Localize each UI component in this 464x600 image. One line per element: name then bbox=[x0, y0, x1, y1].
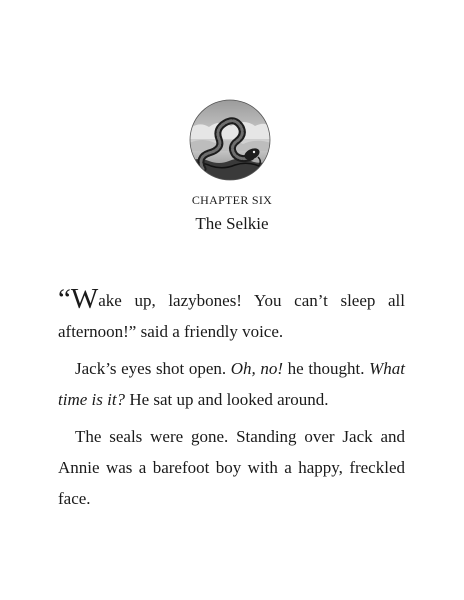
paragraph-1-text: ake up, lazybones! You can’t sleep all afternoon!” said a friendly voice. bbox=[58, 291, 405, 341]
drop-cap: W bbox=[70, 283, 99, 315]
paragraph-2-italic-b: What time is it? bbox=[58, 359, 405, 409]
body-text bbox=[58, 285, 405, 514]
paragraph-1 bbox=[58, 285, 405, 347]
chapter-title: The Selkie bbox=[195, 214, 269, 233]
chapter-number: CHAPTER SIX bbox=[191, 193, 273, 207]
open-quote: “ bbox=[58, 283, 71, 315]
paragraph-2-text-c: He sat up and looked around. bbox=[125, 390, 329, 409]
paragraph-2-italic-a: Oh, no! bbox=[230, 359, 284, 378]
paragraph-3: The seals were gone. Standing over Jack and Annie was a barefoot boy with a happy, freckled face. bbox=[58, 427, 405, 508]
paragraph-2-text-a: Jack’s eyes shot open. bbox=[75, 359, 231, 378]
sea-serpent-illustration-icon bbox=[189, 99, 271, 181]
paragraph-2-text-b: he thought. bbox=[283, 359, 370, 378]
paragraph-2 bbox=[58, 353, 405, 415]
